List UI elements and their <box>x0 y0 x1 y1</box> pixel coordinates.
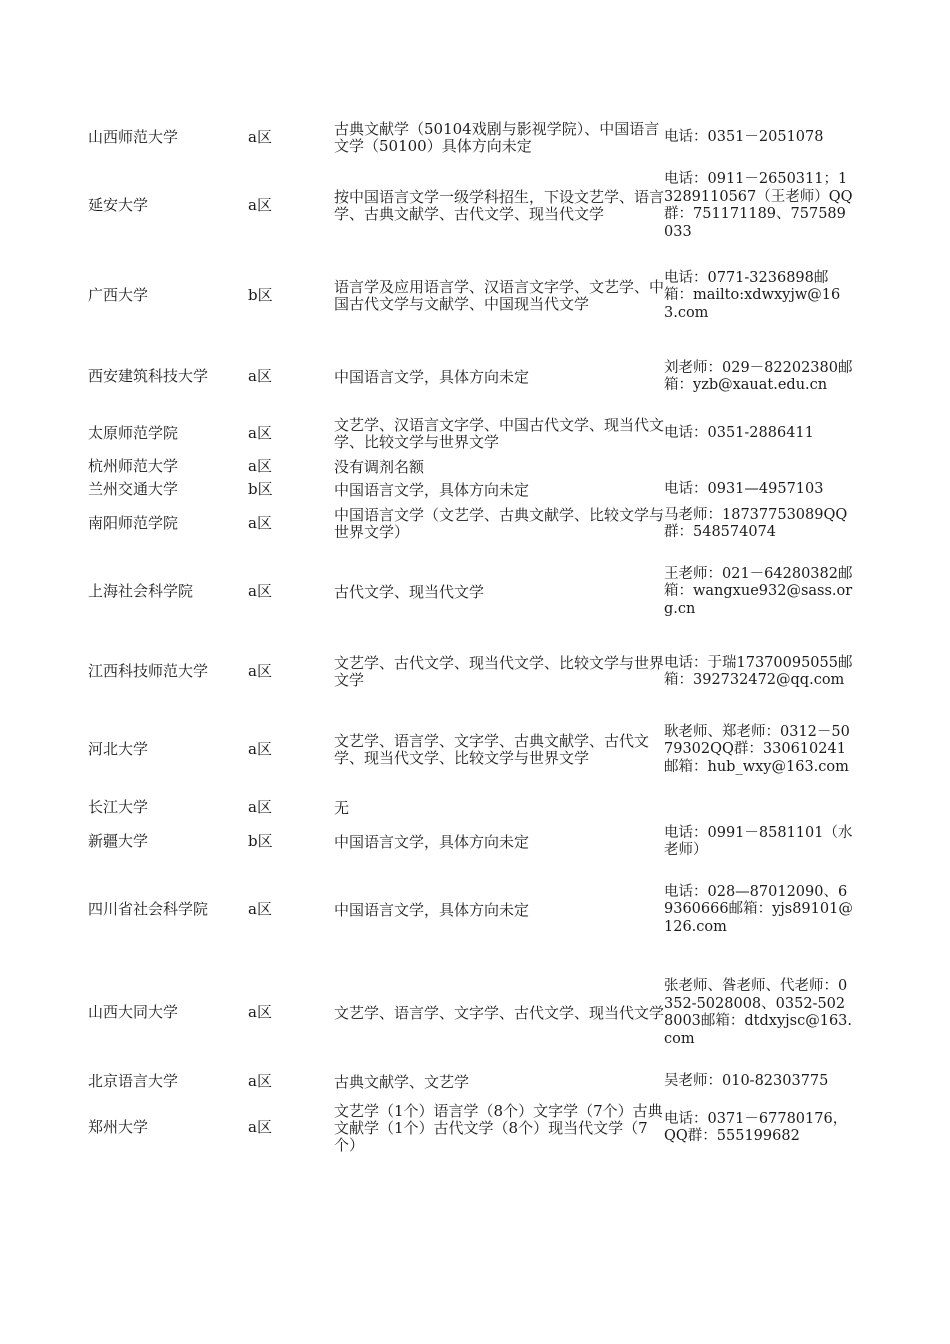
table-row <box>88 874 868 946</box>
contact-info: 张老师、昝老师、代老师：0352-5028008、0352-5028003邮箱：dtdxyjsc@163.com <box>664 978 853 1047</box>
contact-info: 电话：0351-2886411 <box>664 425 814 442</box>
school-name: 杭州师范大学 <box>88 457 179 476</box>
table-row <box>88 714 868 786</box>
contact-info: 马老师：18737753089QQ群：548574074 <box>664 506 848 540</box>
school-name: 山西师范大学 <box>88 128 179 147</box>
region-zone: a区 <box>248 196 272 215</box>
region-zone: b区 <box>248 480 273 499</box>
major-directions: 中国语言文学，具体方向未定 <box>334 367 530 386</box>
major-directions: 文艺学、汉语言文字学、中国古代文学、现当代文学、比较文学与世界文学 <box>334 416 665 451</box>
major-directions: 中国语言文学，具体方向未定 <box>334 480 530 499</box>
school-name: 郑州大学 <box>88 1118 149 1137</box>
table-row <box>88 968 868 1058</box>
table-row <box>88 457 868 477</box>
region-zone: a区 <box>248 457 272 476</box>
region-zone: b区 <box>248 832 273 851</box>
contact-info: 刘老师：029－82202380邮箱：yzb@xauat.edu.cn <box>664 359 853 393</box>
major-directions: 语言学及应用语言学、汉语言文字学、文艺学、中国古代文学与文献学、中国现当代文学 <box>334 278 665 313</box>
major-directions: 文艺学、语言学、文字学、古典文献学、古代文学、现当代文学、比较文学与世界文学 <box>334 732 650 767</box>
region-zone: b区 <box>248 286 273 305</box>
contact-info: 电话：0371－67780176，QQ群：555199682 <box>664 1110 848 1144</box>
contact-info: 电话：0351－2051078 <box>664 129 824 146</box>
table-row <box>88 350 868 404</box>
school-name: 北京语言大学 <box>88 1072 179 1091</box>
region-zone: a区 <box>248 424 272 443</box>
major-directions: 文艺学、古代文学、现当代文学、比较文学与世界文学 <box>334 654 665 689</box>
school-name: 江西科技师范大学 <box>88 662 209 681</box>
contact-info: 电话：0991－8581101（水老师） <box>664 824 853 858</box>
contact-info: 电话：0771-3236898邮箱：mailto:xdwxyjw@163.com <box>664 269 841 321</box>
contact-info: 电话：028—87012090、69360666邮箱：yjs89101@126.com <box>664 883 853 935</box>
contact-info: 吴老师：010-82303775 <box>664 1073 829 1090</box>
school-name: 四川省社会科学院 <box>88 900 209 919</box>
region-zone: a区 <box>248 367 272 386</box>
table-row <box>88 823 868 861</box>
major-directions: 古典文献学（50104戏剧与影视学院）、中国语言文学（50100）具体方向未定 <box>334 120 660 155</box>
table-row <box>88 1071 868 1093</box>
major-directions: 没有调剂名额 <box>334 457 425 476</box>
region-zone: a区 <box>248 740 272 759</box>
school-name: 上海社会科学院 <box>88 582 194 601</box>
table-row <box>88 480 868 500</box>
major-directions: 文艺学、语言学、文字学、古代文学、现当代文学 <box>334 1003 665 1022</box>
school-name: 兰州交通大学 <box>88 480 179 499</box>
table-row <box>88 416 868 452</box>
school-name: 广西大学 <box>88 286 149 305</box>
school-name: 南阳师范学院 <box>88 514 179 533</box>
region-zone: a区 <box>248 662 272 681</box>
region-zone: a区 <box>248 582 272 601</box>
contact-info: 电话：于瑞17370095055邮箱：392732472@qq.com <box>664 654 853 688</box>
school-name: 西安建筑科技大学 <box>88 367 209 386</box>
school-name: 延安大学 <box>88 196 149 215</box>
table-row <box>88 170 868 242</box>
contact-info: 电话：0911－2650311；13289110567（王老师）QQ群：751171189、757589033 <box>664 171 853 240</box>
table-row <box>88 556 868 628</box>
school-name: 新疆大学 <box>88 832 149 851</box>
school-name: 河北大学 <box>88 740 149 759</box>
region-zone: a区 <box>248 798 272 817</box>
table-row <box>88 798 868 818</box>
major-directions: 文艺学（1个）语言学（8个）文字学（7个）古典文献学（1个）古代文学（8个）现当代文学（7个） <box>334 1101 663 1154</box>
major-directions: 古代文学、现当代文学 <box>334 582 485 601</box>
contact-info: 耿老师、郑老师：0312－5079302QQ群：330610241邮箱：hub_wxy@163.com <box>664 723 850 775</box>
region-zone: a区 <box>248 1072 272 1091</box>
major-directions: 按中国语言文学一级学科招生，下设文艺学、语言学、古典文献学、古代文学、现当代文学 <box>334 188 665 223</box>
table-row <box>88 120 868 156</box>
major-directions: 古典文献学、文艺学 <box>334 1072 470 1091</box>
major-directions: 无 <box>334 798 350 817</box>
region-zone: a区 <box>248 514 272 533</box>
school-name: 长江大学 <box>88 798 149 817</box>
school-name: 太原师范学院 <box>88 424 179 443</box>
region-zone: a区 <box>248 900 272 919</box>
major-directions: 中国语言文学（文艺学、古典文献学、比较文学与世界文学） <box>334 506 665 541</box>
major-directions: 中国语言文学，具体方向未定 <box>334 832 530 851</box>
table-row <box>88 644 868 700</box>
region-zone: a区 <box>248 128 272 147</box>
region-zone: a区 <box>248 1118 272 1137</box>
table-row <box>88 505 868 543</box>
contact-info: 电话：0931—4957103 <box>664 481 824 498</box>
contact-info: 王老师：021－64280382邮箱：wangxue932@sass.org.cn <box>664 565 853 617</box>
table-row <box>88 260 868 332</box>
school-name: 山西大同大学 <box>88 1003 179 1022</box>
table-row <box>88 1100 868 1156</box>
major-directions: 中国语言文学，具体方向未定 <box>334 900 530 919</box>
region-zone: a区 <box>248 1003 272 1022</box>
